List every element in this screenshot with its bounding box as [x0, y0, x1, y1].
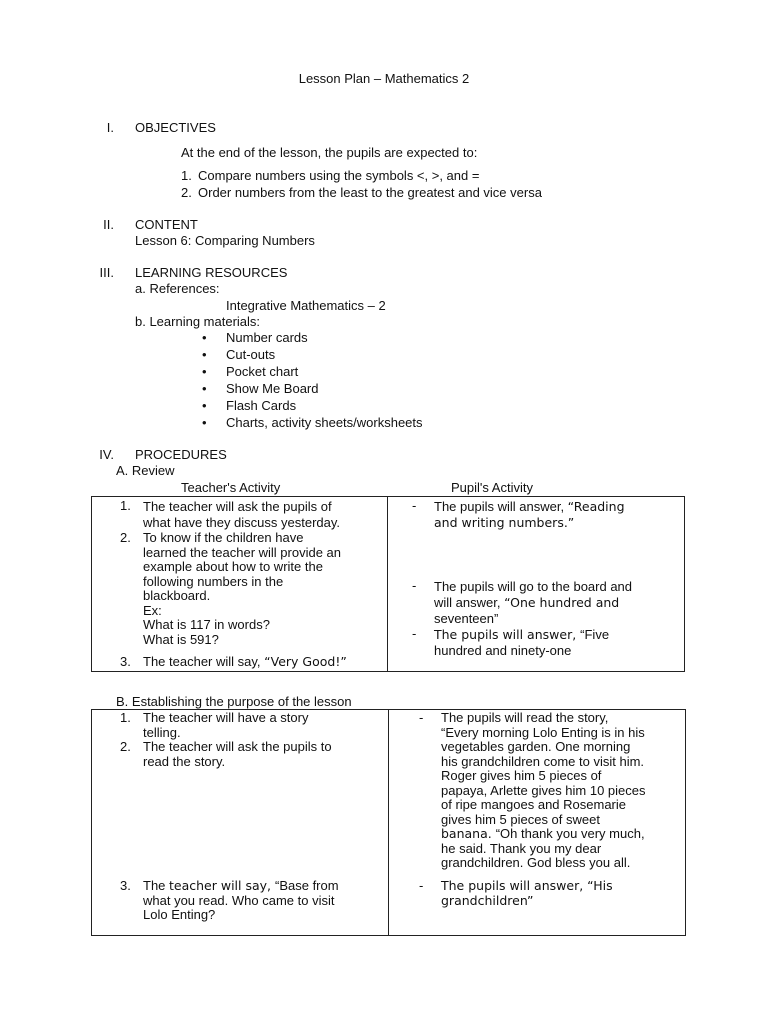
- text-line: [441, 827, 646, 842]
- text-line: what you read. Who came to visit: [143, 892, 335, 908]
- text-line: The teacher will ask the pupils to: [143, 739, 332, 754]
- text-line: To know if the children have: [143, 530, 304, 545]
- review-pupil-item-1: [434, 499, 625, 531]
- dash-marker: -: [419, 710, 424, 725]
- review-pupil-item-2: [434, 579, 632, 627]
- objective-number-2: 2.: [181, 185, 192, 200]
- text-line: he said. Thank you my dear: [441, 840, 602, 856]
- material-item: • Show Me Board: [202, 380, 423, 397]
- dash-marker: -: [412, 498, 417, 513]
- text-line: grandchildren. God bless you all.: [441, 855, 631, 870]
- text-line: vegetables garden. One morning: [441, 739, 631, 754]
- text-line: and writing numbers.”: [434, 515, 575, 530]
- text-segment: The pupils will answer,: [434, 499, 568, 514]
- purpose-label: B. Establishing the purpose of the lesson: [116, 694, 352, 709]
- text-segment: banana.: [441, 826, 496, 841]
- text-line: his grandchildren come to visit him.: [441, 753, 645, 769]
- text-line: Ex:: [143, 602, 162, 618]
- text-line: blackboard.: [143, 588, 211, 603]
- material-item: • Number cards: [202, 329, 423, 346]
- resources-heading: LEARNING RESOURCES: [135, 265, 288, 280]
- document-title: Lesson Plan – Mathematics 2: [298, 71, 470, 86]
- text-line: learned the teacher will provide an: [143, 544, 342, 560]
- review-teacher-item-3: [143, 655, 347, 670]
- purpose-pupil-item-3: [441, 879, 613, 908]
- purpose-teacher-item-1: [143, 711, 308, 740]
- text-line: What is 591?: [143, 631, 219, 647]
- text-line: The pupils will go to the board and: [434, 579, 633, 594]
- review-teacher-number-3: 3.: [120, 654, 131, 669]
- review-table: [91, 496, 685, 672]
- review-teacher-item-1: [143, 499, 340, 531]
- material-item: • Charts, activity sheets/worksheets: [202, 414, 423, 431]
- objective-item-1: Compare numbers using the symbols <, >, and =: [198, 168, 480, 183]
- text-segment: “Oh thank you very much,: [495, 826, 645, 841]
- materials-label: b. Learning materials:: [135, 314, 261, 329]
- content-heading: CONTENT: [135, 217, 198, 232]
- text-line: Lolo Enting?: [143, 907, 216, 922]
- purpose-teacher-cell: [92, 710, 389, 936]
- purpose-table: [91, 709, 686, 936]
- text-segment: The teacher will say,: [143, 654, 265, 669]
- text-line: “Every morning Lolo Enting is in his: [441, 724, 645, 740]
- content-number: II.: [103, 217, 114, 232]
- review-pupil-item-3: [434, 627, 609, 659]
- text-line: [434, 595, 632, 611]
- text-line: what have they discuss yesterday.: [143, 515, 341, 530]
- dash-marker: -: [412, 626, 417, 641]
- objectives-intro: At the end of the lesson, the pupils are expected to:: [181, 145, 478, 160]
- material-item: • Cut-outs: [202, 346, 423, 363]
- review-teacher-item-2: [143, 531, 341, 647]
- text-segment: “Very Good!”: [264, 654, 347, 669]
- objective-number-1: 1.: [181, 168, 192, 183]
- review-label: A. Review: [116, 463, 175, 478]
- references-label: a. References:: [135, 281, 220, 296]
- text-line: The pupils will read the story,: [441, 710, 609, 725]
- text-line: following numbers in the: [143, 573, 284, 589]
- purpose-teacher-number-3: 3.: [120, 878, 131, 893]
- purpose-pupil-cell: [389, 710, 686, 936]
- text-line: of ripe mangoes and Rosemarie: [441, 797, 626, 812]
- procedures-number: IV.: [99, 447, 114, 462]
- objectives-number: I.: [106, 120, 114, 135]
- text-line: example about how to write the: [143, 559, 323, 574]
- text-line: grandchildren”: [441, 892, 534, 908]
- text-line: read the story.: [143, 753, 226, 769]
- text-line: The teacher will ask the pupils of: [143, 499, 332, 514]
- objective-item-2: Order numbers from the least to the greatest and vice versa: [198, 185, 542, 200]
- material-item: • Pocket chart: [202, 363, 423, 380]
- text-segment: “Base from: [275, 878, 339, 893]
- text-line: What is 117 in words?: [143, 617, 270, 632]
- purpose-teacher-number-2: 2.: [120, 739, 131, 754]
- text-segment: The pupils will answer,: [434, 627, 581, 642]
- text-line: telling.: [143, 724, 181, 740]
- text-line: gives him 5 pieces of sweet: [441, 811, 600, 827]
- text-segment: “One hundred and: [504, 595, 620, 610]
- text-segment: teacher will say,: [169, 878, 275, 893]
- review-teacher-cell: [92, 497, 388, 672]
- purpose-teacher-item-2: [143, 740, 332, 769]
- text-line: [434, 627, 609, 643]
- pupil-activity-header: Pupil's Activity: [451, 480, 533, 495]
- text-line: papaya, Arlette gives him 10 pieces: [441, 782, 646, 798]
- dash-marker: -: [419, 878, 424, 893]
- text-line: The pupils will answer, “His: [441, 878, 613, 893]
- objectives-heading: OBJECTIVES: [135, 120, 216, 135]
- purpose-teacher-item-3: [143, 879, 339, 923]
- procedures-heading: PROCEDURES: [135, 447, 227, 462]
- text-line: seventeen”: [434, 611, 499, 626]
- text-line: [434, 499, 625, 515]
- purpose-pupil-story: [441, 711, 646, 871]
- resources-number: III.: [99, 265, 114, 280]
- text-segment: will answer,: [434, 595, 505, 610]
- text-line: Roger gives him 5 pieces of: [441, 768, 602, 783]
- dash-marker: -: [412, 578, 417, 593]
- material-item: • Flash Cards: [202, 397, 423, 414]
- review-pupil-cell: [388, 497, 685, 672]
- text-line: hundred and ninety-one: [434, 643, 572, 658]
- review-teacher-number-1: 1.: [120, 498, 131, 513]
- content-lesson: Lesson 6: Comparing Numbers: [135, 233, 315, 248]
- text-line: The teacher will have a story: [143, 710, 309, 725]
- text-segment: “Five: [580, 627, 610, 642]
- reference-item: Integrative Mathematics – 2: [226, 298, 386, 313]
- purpose-teacher-number-1: 1.: [120, 710, 131, 725]
- materials-list: [202, 329, 423, 431]
- teacher-activity-header: Teacher's Activity: [181, 480, 281, 495]
- text-segment: “Reading: [567, 499, 625, 514]
- text-segment: The: [143, 878, 170, 893]
- text-line: [143, 879, 339, 894]
- review-teacher-number-2: 2.: [120, 530, 131, 545]
